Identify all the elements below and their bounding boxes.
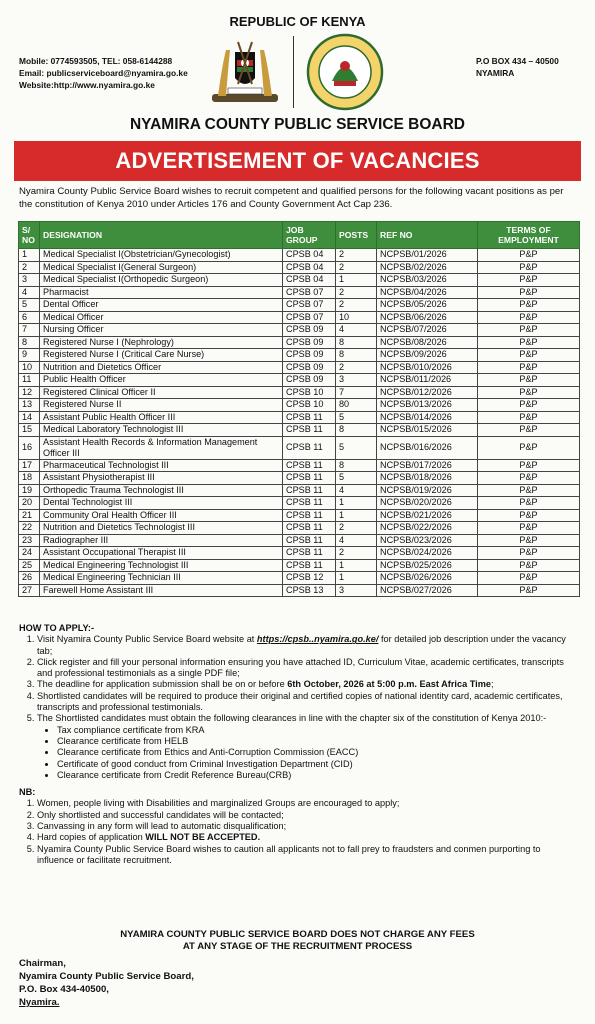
table-row bbox=[19, 509, 580, 522]
how-to-apply-heading: HOW TO APPLY:- bbox=[19, 623, 95, 633]
table-row bbox=[19, 349, 580, 362]
cell-job-group: CPSB 11 bbox=[283, 459, 336, 472]
cell-sno: 8 bbox=[19, 336, 40, 349]
cell-ref-no: NCPSB/021/2026 bbox=[377, 509, 478, 522]
col-ref-no: REF NO bbox=[377, 222, 478, 249]
cell-sno: 25 bbox=[19, 559, 40, 572]
cell-terms: P&P bbox=[478, 374, 580, 387]
apply-step bbox=[37, 634, 579, 657]
cell-sno: 6 bbox=[19, 311, 40, 324]
town-text: NYAMIRA bbox=[476, 68, 515, 78]
cell-job-group: CPSB 07 bbox=[283, 311, 336, 324]
cell-terms: P&P bbox=[478, 261, 580, 274]
cell-terms: P&P bbox=[478, 572, 580, 585]
nb-item: 5. Nyamira County Public Service Board wishes to caution all applicants not to fall prey to fraudsters and conmen purporting to influence or facilitate recruitment. bbox=[37, 844, 579, 867]
cell-sno: 20 bbox=[19, 497, 40, 510]
table-row bbox=[19, 249, 580, 262]
table-row bbox=[19, 584, 580, 597]
cell-posts: 1 bbox=[336, 572, 377, 585]
cell-terms: P&P bbox=[478, 411, 580, 424]
fees-notice-line: NYAMIRA COUNTY PUBLIC SERVICE BOARD DOES NOT CHARGE ANY FEES bbox=[120, 929, 475, 940]
website-text: Website:http://www.nyamira.go.ke bbox=[19, 80, 155, 90]
cell-job-group: CPSB 09 bbox=[283, 361, 336, 374]
cell-designation: Registered Nurse I (Nephrology) bbox=[40, 336, 283, 349]
cell-terms: P&P bbox=[478, 472, 580, 485]
cell-ref-no: NCPSB/017/2026 bbox=[377, 459, 478, 472]
table-row bbox=[19, 459, 580, 472]
cell-posts: 8 bbox=[336, 459, 377, 472]
cell-ref-no: NCPSB/012/2026 bbox=[377, 386, 478, 399]
pobox-text: P.O BOX 434 – 40500 bbox=[476, 56, 559, 66]
cell-job-group: CPSB 04 bbox=[283, 261, 336, 274]
cell-terms: P&P bbox=[478, 424, 580, 437]
col-job-group: JOB GROUP bbox=[283, 222, 336, 249]
cell-sno: 18 bbox=[19, 472, 40, 485]
cell-designation: Medical Laboratory Technologist III bbox=[40, 424, 283, 437]
table-row bbox=[19, 336, 580, 349]
country-title: REPUBLIC OF KENYA bbox=[229, 14, 366, 29]
cell-posts: 10 bbox=[336, 311, 377, 324]
cell-posts: 4 bbox=[336, 324, 377, 337]
cell-sno: 15 bbox=[19, 424, 40, 437]
cell-ref-no: NCPSB/024/2026 bbox=[377, 547, 478, 560]
nb-item bbox=[37, 832, 579, 843]
nb-list bbox=[19, 798, 579, 866]
cell-job-group: CPSB 11 bbox=[283, 497, 336, 510]
nb-emphasis: WILL NOT BE ACCEPTED. bbox=[145, 832, 261, 843]
cell-terms: P&P bbox=[478, 324, 580, 337]
cell-designation: Assistant Health Records & Information Management Officer III bbox=[40, 436, 283, 459]
cell-ref-no: NCPSB/015/2026 bbox=[377, 424, 478, 437]
cell-posts: 4 bbox=[336, 534, 377, 547]
apply-step bbox=[37, 679, 579, 690]
cell-terms: P&P bbox=[478, 361, 580, 374]
table-row bbox=[19, 386, 580, 399]
step-text: The deadline for application submission shall be on or before bbox=[37, 679, 288, 690]
table-row bbox=[19, 261, 580, 274]
clearance-item: • Clearance certificate from HELB bbox=[57, 736, 579, 747]
mobile-text: Mobile: 0774593505, TEL: 058-6144288 bbox=[19, 56, 173, 66]
cell-terms: P&P bbox=[478, 584, 580, 597]
cell-job-group: CPSB 07 bbox=[283, 286, 336, 299]
cell-sno: 13 bbox=[19, 399, 40, 412]
application-instructions bbox=[19, 623, 579, 866]
cell-posts: 1 bbox=[336, 274, 377, 287]
signatory-address: P.O. Box 434-40500, bbox=[19, 984, 109, 995]
cell-job-group: CPSB 11 bbox=[283, 424, 336, 437]
cell-sno: 27 bbox=[19, 584, 40, 597]
cell-job-group: CPSB 11 bbox=[283, 472, 336, 485]
cell-designation: Nutrition and Dietetics Officer bbox=[40, 361, 283, 374]
cell-job-group: CPSB 10 bbox=[283, 399, 336, 412]
cell-job-group: CPSB 11 bbox=[283, 484, 336, 497]
cell-terms: P&P bbox=[478, 436, 580, 459]
cell-ref-no: NCPSB/016/2026 bbox=[377, 436, 478, 459]
apply-step: 2. Click register and fill your personal information ensuring you have attached ID, Curriculum Vitae, academic certificates, transcripts and professional testimonials as a single PDF file; bbox=[37, 657, 579, 680]
cell-designation: Assistant Occupational Therapist III bbox=[40, 547, 283, 560]
cell-sno: 5 bbox=[19, 299, 40, 312]
cell-designation: Radiographer III bbox=[40, 534, 283, 547]
nb-item: 1. Women, people living with Disabilities and marginalized Groups are encouraged to apply; bbox=[37, 798, 579, 809]
signatory-town: Nyamira. bbox=[19, 997, 60, 1008]
cell-sno: 17 bbox=[19, 459, 40, 472]
cell-ref-no: NCPSB/018/2026 bbox=[377, 472, 478, 485]
cell-sno: 7 bbox=[19, 324, 40, 337]
cell-terms: P&P bbox=[478, 534, 580, 547]
fees-notice-line: AT ANY STAGE OF THE RECRUITMENT PROCESS bbox=[182, 941, 413, 952]
cell-posts: 8 bbox=[336, 336, 377, 349]
cell-designation: Medical Officer bbox=[40, 311, 283, 324]
cell-designation: Registered Nurse I (Critical Care Nurse) bbox=[40, 349, 283, 362]
cell-designation: Registered Clinical Officer II bbox=[40, 386, 283, 399]
cell-terms: P&P bbox=[478, 299, 580, 312]
signature-block bbox=[19, 957, 194, 1009]
nb-item: 2. Only shortlisted and successful candidates will be contacted; bbox=[37, 810, 579, 821]
intro-paragraph: Nyamira County Public Service Board wishes to recruit competent and qualified persons for the following vacant positions as per the constitution of Kenya 2010 under Articles 176 and County Government Act Cap 236. bbox=[19, 186, 564, 210]
table-row bbox=[19, 286, 580, 299]
cell-sno: 19 bbox=[19, 484, 40, 497]
table-row bbox=[19, 559, 580, 572]
cell-sno: 3 bbox=[19, 274, 40, 287]
cell-sno: 4 bbox=[19, 286, 40, 299]
cell-designation: Dental Officer bbox=[40, 299, 283, 312]
cell-posts: 7 bbox=[336, 386, 377, 399]
cell-sno: 14 bbox=[19, 411, 40, 424]
table-row bbox=[19, 411, 580, 424]
cell-sno: 2 bbox=[19, 261, 40, 274]
nb-heading: NB: bbox=[19, 787, 36, 798]
cell-designation: Orthopedic Trauma Technologist III bbox=[40, 484, 283, 497]
table-row bbox=[19, 424, 580, 437]
cell-designation: Registered Nurse II bbox=[40, 399, 283, 412]
table-row bbox=[19, 361, 580, 374]
cell-ref-no: NCPSB/022/2026 bbox=[377, 522, 478, 535]
cell-designation: Nutrition and Dietetics Technologist III bbox=[40, 522, 283, 535]
table-row bbox=[19, 311, 580, 324]
cell-terms: P&P bbox=[478, 509, 580, 522]
cell-terms: P&P bbox=[478, 484, 580, 497]
cell-terms: P&P bbox=[478, 522, 580, 535]
cell-ref-no: NCPSB/014/2026 bbox=[377, 411, 478, 424]
cell-posts: 1 bbox=[336, 559, 377, 572]
table-row bbox=[19, 497, 580, 510]
cell-ref-no: NCPSB/010/2026 bbox=[377, 361, 478, 374]
table-row bbox=[19, 436, 580, 459]
cell-sno: 26 bbox=[19, 572, 40, 585]
apply-steps bbox=[19, 634, 579, 781]
cell-ref-no: NCPSB/09/2026 bbox=[377, 349, 478, 362]
cell-posts: 2 bbox=[336, 547, 377, 560]
email-text: Email: publicserviceboard@nyamira.go.ke bbox=[19, 68, 188, 78]
cell-terms: P&P bbox=[478, 559, 580, 572]
cell-posts: 2 bbox=[336, 286, 377, 299]
cell-job-group: CPSB 11 bbox=[283, 522, 336, 535]
cell-designation: Medical Specialist I(General Surgeon) bbox=[40, 261, 283, 274]
cell-job-group: CPSB 11 bbox=[283, 436, 336, 459]
cell-ref-no: NCPSB/03/2026 bbox=[377, 274, 478, 287]
cell-job-group: CPSB 07 bbox=[283, 299, 336, 312]
cell-job-group: CPSB 10 bbox=[283, 386, 336, 399]
cell-ref-no: NCPSB/06/2026 bbox=[377, 311, 478, 324]
cell-ref-no: NCPSB/023/2026 bbox=[377, 534, 478, 547]
cell-job-group: CPSB 11 bbox=[283, 534, 336, 547]
cell-ref-no: NCPSB/01/2026 bbox=[377, 249, 478, 262]
pobox-block bbox=[476, 55, 559, 79]
step-text: ; bbox=[491, 679, 494, 690]
letterhead bbox=[0, 0, 595, 114]
cell-ref-no: NCPSB/04/2026 bbox=[377, 286, 478, 299]
cell-designation: Pharmacist bbox=[40, 286, 283, 299]
cell-posts: 8 bbox=[336, 424, 377, 437]
col-terms: TERMS OF EMPLOYMENT bbox=[478, 222, 580, 249]
col-posts: POSTS bbox=[336, 222, 377, 249]
nb-text: Hard copies of application bbox=[37, 832, 146, 843]
cell-ref-no: NCPSB/011/2026 bbox=[377, 374, 478, 387]
cell-job-group: CPSB 11 bbox=[283, 547, 336, 560]
table-row bbox=[19, 484, 580, 497]
cell-job-group: CPSB 11 bbox=[283, 559, 336, 572]
cell-job-group: CPSB 09 bbox=[283, 324, 336, 337]
col-sno: S/ NO bbox=[19, 222, 40, 249]
cell-sno: 21 bbox=[19, 509, 40, 522]
cell-sno: 12 bbox=[19, 386, 40, 399]
cell-ref-no: NCPSB/013/2026 bbox=[377, 399, 478, 412]
cell-terms: P&P bbox=[478, 249, 580, 262]
vacancies-banner: ADVERTISEMENT OF VACANCIES bbox=[14, 141, 581, 181]
cell-posts: 2 bbox=[336, 249, 377, 262]
cell-posts: 3 bbox=[336, 374, 377, 387]
cell-terms: P&P bbox=[478, 336, 580, 349]
vacancies-table bbox=[18, 221, 580, 597]
cell-job-group: CPSB 09 bbox=[283, 336, 336, 349]
header-divider bbox=[293, 36, 294, 108]
cell-posts: 2 bbox=[336, 522, 377, 535]
cell-ref-no: NCPSB/020/2026 bbox=[377, 497, 478, 510]
cell-designation: Public Health Officer bbox=[40, 374, 283, 387]
cell-ref-no: NCPSB/08/2026 bbox=[377, 336, 478, 349]
cell-posts: 2 bbox=[336, 261, 377, 274]
cell-posts: 3 bbox=[336, 584, 377, 597]
cell-terms: P&P bbox=[478, 386, 580, 399]
cell-designation: Community Oral Health Officer III bbox=[40, 509, 283, 522]
clearance-list bbox=[37, 725, 579, 781]
cell-terms: P&P bbox=[478, 311, 580, 324]
cell-sno: 23 bbox=[19, 534, 40, 547]
table-row bbox=[19, 522, 580, 535]
cell-designation: Assistant Public Health Officer III bbox=[40, 411, 283, 424]
cell-designation: Dental Technologist III bbox=[40, 497, 283, 510]
cell-sno: 1 bbox=[19, 249, 40, 262]
cell-designation: Medical Engineering Technician III bbox=[40, 572, 283, 585]
cell-job-group: CPSB 09 bbox=[283, 374, 336, 387]
clearance-item: • Clearance certificate from Ethics and Anti-Corruption Commission (EACC) bbox=[57, 747, 579, 758]
cell-posts: 4 bbox=[336, 484, 377, 497]
nb-item: 3. Canvassing in any form will lead to automatic disqualification; bbox=[37, 821, 579, 832]
cell-ref-no: NCPSB/02/2026 bbox=[377, 261, 478, 274]
cell-ref-no: NCPSB/026/2026 bbox=[377, 572, 478, 585]
cell-designation: Farewell Home Assistant III bbox=[40, 584, 283, 597]
cell-designation: Medical Specialist I(Orthopedic Surgeon) bbox=[40, 274, 283, 287]
deadline-text: 6th October, 2026 at 5:00 p.m. East Africa Time bbox=[287, 679, 492, 690]
cell-job-group: CPSB 04 bbox=[283, 249, 336, 262]
cell-posts: 8 bbox=[336, 349, 377, 362]
cell-posts: 5 bbox=[336, 411, 377, 424]
cell-ref-no: NCPSB/019/2026 bbox=[377, 484, 478, 497]
clearance-item: • Clearance certificate from Credit Reference Bureau(CRB) bbox=[57, 770, 579, 781]
cell-job-group: CPSB 13 bbox=[283, 584, 336, 597]
cell-job-group: CPSB 09 bbox=[283, 349, 336, 362]
cell-posts: 2 bbox=[336, 299, 377, 312]
cell-terms: P&P bbox=[478, 286, 580, 299]
cell-sno: 9 bbox=[19, 349, 40, 362]
cell-designation: Assistant Physiotherapist III bbox=[40, 472, 283, 485]
apply-step: 4. Shortlisted candidates will be required to produce their original and certified copies of national identity card, academic certificates, transcripts and professional testimonials. bbox=[37, 691, 579, 714]
cell-ref-no: NCPSB/025/2026 bbox=[377, 559, 478, 572]
table-row bbox=[19, 274, 580, 287]
cell-designation: Pharmaceutical Technologist III bbox=[40, 459, 283, 472]
board-title: NYAMIRA COUNTY PUBLIC SERVICE BOARD bbox=[129, 116, 465, 133]
cell-posts: 80 bbox=[336, 399, 377, 412]
table-row bbox=[19, 399, 580, 412]
cell-posts: 5 bbox=[336, 436, 377, 459]
table-row bbox=[19, 472, 580, 485]
cell-sno: 24 bbox=[19, 547, 40, 560]
table-row bbox=[19, 547, 580, 560]
table-row bbox=[19, 324, 580, 337]
table-body bbox=[19, 249, 580, 597]
table-row bbox=[19, 572, 580, 585]
cell-job-group: CPSB 04 bbox=[283, 274, 336, 287]
cell-terms: P&P bbox=[478, 274, 580, 287]
cell-sno: 22 bbox=[19, 522, 40, 535]
apply-step bbox=[37, 713, 579, 781]
county-seal-icon bbox=[306, 33, 384, 111]
contact-block bbox=[19, 55, 188, 91]
cell-posts: 1 bbox=[336, 509, 377, 522]
cell-ref-no: NCPSB/07/2026 bbox=[377, 324, 478, 337]
signatory-org: Nyamira County Public Service Board, bbox=[19, 971, 194, 982]
cell-sno: 10 bbox=[19, 361, 40, 374]
cell-terms: P&P bbox=[478, 497, 580, 510]
portal-link[interactable]: https://cpsb..nyamira.go.ke/ bbox=[256, 634, 379, 645]
cell-terms: P&P bbox=[478, 459, 580, 472]
cell-posts: 5 bbox=[336, 472, 377, 485]
cell-sno: 16 bbox=[19, 436, 40, 459]
cell-terms: P&P bbox=[478, 399, 580, 412]
step-text: Visit Nyamira County Public Service Board website at bbox=[37, 634, 257, 645]
fees-notice bbox=[0, 929, 595, 953]
cell-ref-no: NCPSB/05/2026 bbox=[377, 299, 478, 312]
step-text: The Shortlisted candidates must obtain the following clearances in line with the chapter six of the constitution of Kenya 2010:- bbox=[37, 713, 547, 724]
step-text: for detailed job description under the vacancy tab; bbox=[37, 634, 566, 656]
table-row bbox=[19, 299, 580, 312]
table-row bbox=[19, 534, 580, 547]
signatory-title: Chairman, bbox=[19, 958, 66, 969]
cell-terms: P&P bbox=[478, 349, 580, 362]
cell-job-group: CPSB 12 bbox=[283, 572, 336, 585]
cell-sno: 11 bbox=[19, 374, 40, 387]
cell-terms: P&P bbox=[478, 547, 580, 560]
table-row bbox=[19, 374, 580, 387]
cell-posts: 2 bbox=[336, 361, 377, 374]
table-header-row bbox=[19, 222, 580, 249]
cell-posts: 1 bbox=[336, 497, 377, 510]
clearance-item: • Tax compliance certificate from KRA bbox=[57, 725, 579, 736]
cell-job-group: CPSB 11 bbox=[283, 509, 336, 522]
cell-job-group: CPSB 11 bbox=[283, 411, 336, 424]
cell-designation: Nursing Officer bbox=[40, 324, 283, 337]
clearance-item: • Certificate of good conduct from Criminal Investigation Department (CID) bbox=[57, 759, 579, 770]
cell-ref-no: NCPSB/027/2026 bbox=[377, 584, 478, 597]
kenya-coat-of-arms-icon bbox=[208, 36, 282, 106]
cell-designation: Medical Specialist I(Obstetrician/Gynecologist) bbox=[40, 249, 283, 262]
cell-designation: Medical Engineering Technologist III bbox=[40, 559, 283, 572]
col-designation: DESIGNATION bbox=[40, 222, 283, 249]
